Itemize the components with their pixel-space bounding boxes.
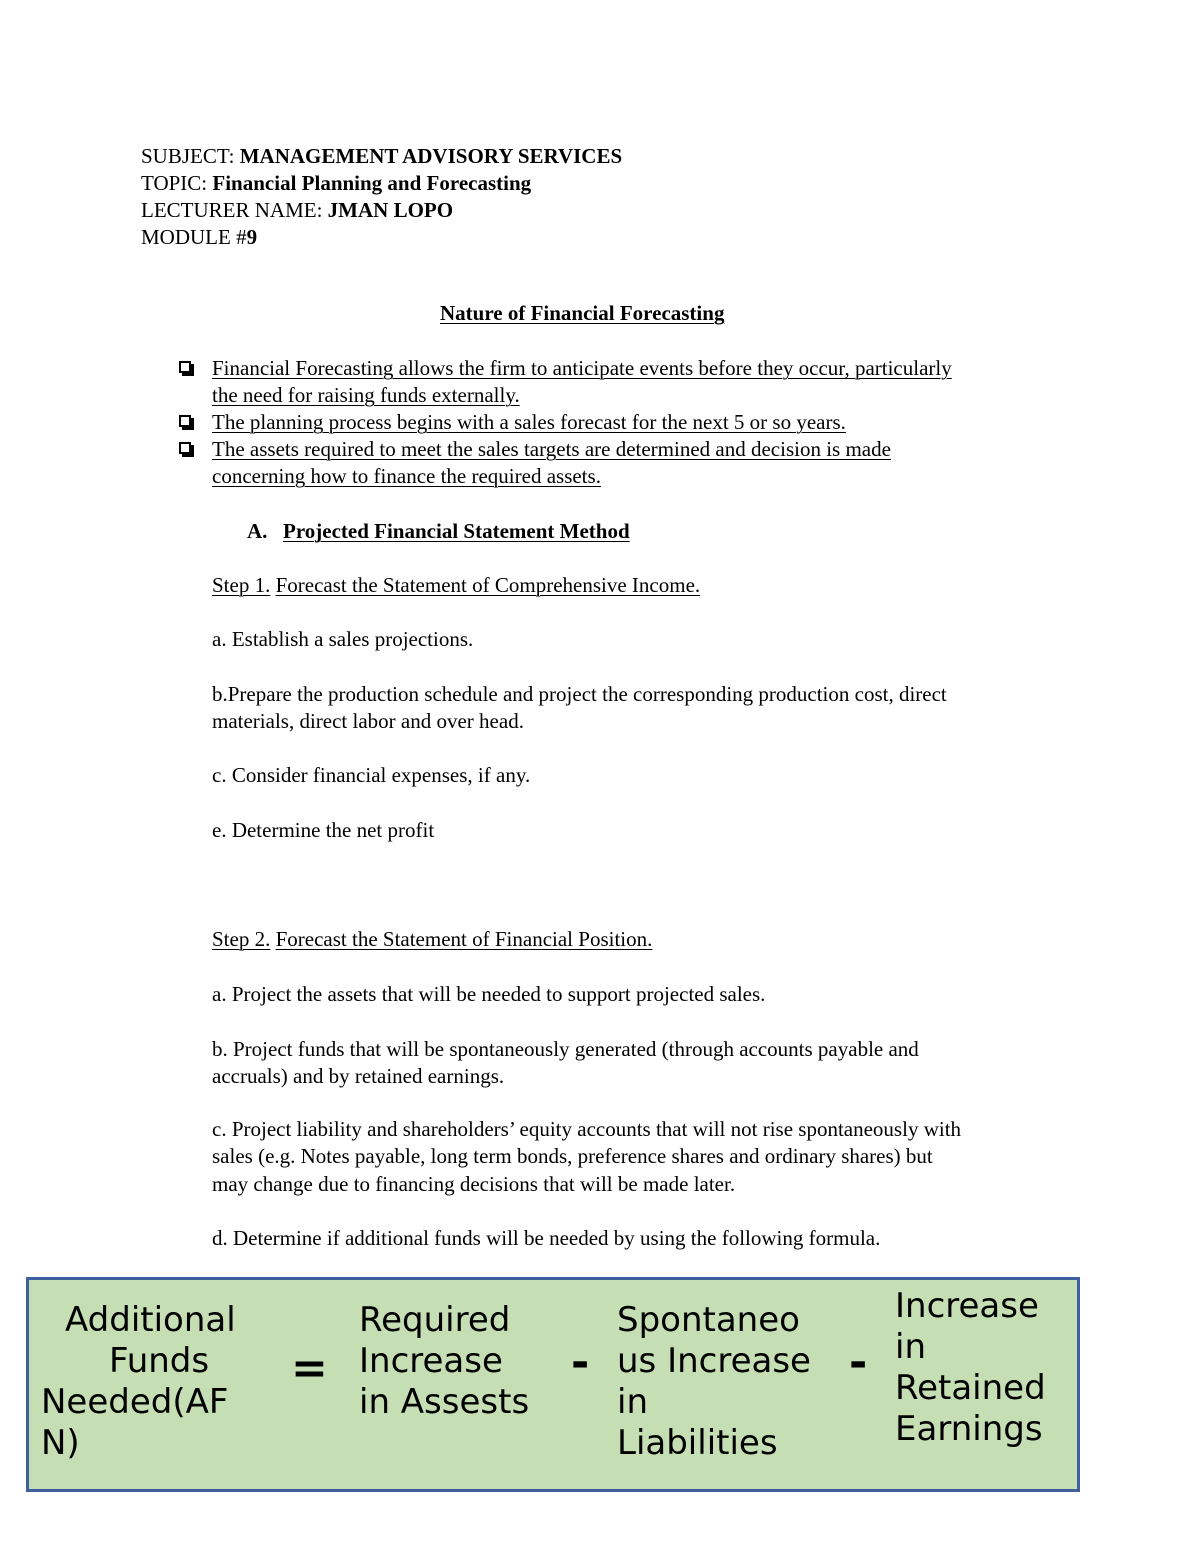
afn-formula-box [26, 1277, 1080, 1492]
bullet-3-line-1: The assets required to meet the sales targets are determined and decision is made [212, 437, 891, 461]
topic-line [141, 170, 531, 197]
spontaneous-increase-term [617, 1300, 832, 1464]
step-1-item-e: e. Determine the net profit [212, 818, 435, 842]
required-increase-term [359, 1300, 569, 1423]
afn-line-3: Needed(AF [41, 1382, 229, 1422]
step-2-item-b-line-1: b. Project funds that will be spontaneously generated (through accounts payable and [212, 1037, 919, 1061]
afn-term [41, 1300, 251, 1464]
required-line-3: in Assests [359, 1382, 530, 1422]
module-value: 9 [246, 225, 258, 249]
step-2-heading [212, 926, 652, 953]
step-2-item-a: a. Project the assets that will be needed to support projected sales. [212, 982, 766, 1006]
checkbox-bullet-icon [179, 361, 191, 373]
topic-value: Financial Planning and Forecasting [212, 171, 532, 195]
required-line-2: Increase [359, 1341, 503, 1381]
bullet-1-line-1: Financial Forecasting allows the firm to anticipate events before they occur, particularly [212, 356, 952, 380]
step-2-title: Forecast the Statement of Financial Position. [275, 927, 653, 951]
checkbox-bullet-icon [179, 415, 191, 427]
step-2-item-c-line-3: may change due to financing decisions that will be made later. [212, 1172, 736, 1196]
retained-line-3: Retained [895, 1368, 1046, 1408]
module-label: MODULE # [141, 225, 247, 249]
step-2-label: Step 2. [212, 927, 271, 951]
step-2-item-d: d. Determine if additional funds will be needed by using the following formula. [212, 1226, 881, 1250]
retained-earnings-term [895, 1286, 1075, 1450]
step-1-item-a: a. Establish a sales projections. [212, 627, 474, 651]
step-1-item-b-line-1: b.Prepare the production schedule and project the corresponding production cost, direct [212, 682, 947, 706]
section-title: Nature of Financial Forecasting [440, 301, 725, 325]
module-line [141, 224, 257, 251]
subject-value: MANAGEMENT ADVISORY SERVICES [239, 144, 623, 168]
minus-sign-1: - [571, 1337, 590, 1388]
checkbox-bullet-icon [179, 442, 191, 454]
afn-line-2: Funds [109, 1341, 210, 1381]
step-1-heading [212, 572, 700, 599]
bullet-3-line-2: concerning how to finance the required assets. [212, 464, 601, 488]
spontaneous-line-4: Liabilities [617, 1423, 778, 1463]
subject-label: SUBJECT: [141, 144, 240, 168]
bullet-1-line-2: the need for raising funds externally. [212, 383, 520, 407]
step-1-title: Forecast the Statement of Comprehensive Income. [275, 573, 701, 597]
retained-line-4: Earnings [895, 1409, 1043, 1449]
method-letter: A. [247, 519, 268, 543]
spontaneous-line-3: in [617, 1382, 648, 1422]
retained-line-1: Increase [895, 1286, 1039, 1326]
spontaneous-line-2: us Increase [617, 1341, 811, 1381]
afn-line-4: N) [41, 1423, 80, 1463]
lecturer-line [141, 197, 453, 224]
minus-sign-2: - [849, 1337, 868, 1388]
lecturer-value: JMAN LOPO [327, 198, 454, 222]
equals-sign: = [291, 1343, 328, 1394]
lecturer-label: LECTURER NAME: [141, 198, 328, 222]
step-2-item-b-line-2: accruals) and by retained earnings. [212, 1064, 505, 1088]
step-2-item-c-line-1: c. Project liability and shareholders’ equity accounts that will not rise spontaneously with [212, 1117, 962, 1141]
subject-line [141, 143, 622, 170]
required-line-1: Required [359, 1300, 511, 1340]
afn-line-1: Additional [65, 1300, 236, 1340]
step-1-label: Step 1. [212, 573, 271, 597]
step-1-item-c: c. Consider financial expenses, if any. [212, 763, 531, 787]
step-1-item-b-line-2: materials, direct labor and over head. [212, 709, 524, 733]
topic-label: TOPIC: [141, 171, 213, 195]
method-title: Projected Financial Statement Method [283, 519, 630, 543]
bullet-2-line-1: The planning process begins with a sales forecast for the next 5 or so years. [212, 410, 846, 434]
step-2-item-c-line-2: sales (e.g. Notes payable, long term bonds, preference shares and ordinary shares) but [212, 1144, 933, 1168]
spontaneous-line-1: Spontaneo [617, 1300, 800, 1340]
retained-line-2: in [895, 1327, 926, 1367]
